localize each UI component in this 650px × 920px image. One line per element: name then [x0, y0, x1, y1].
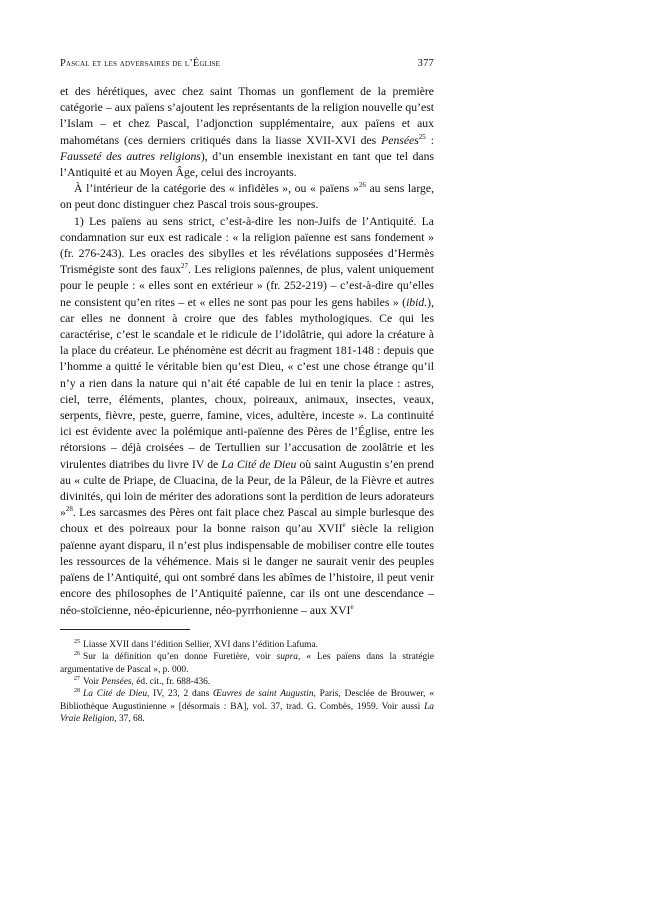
ibid-italic: ibid.	[406, 295, 428, 309]
footnote-italic: La Vraie Religion	[60, 701, 434, 725]
footnote-ref-27[interactable]: 27	[181, 262, 189, 271]
text-run: et des hérétiques, avec chez saint Thomas un gonflement de la première catégorie – aux païens s’ajoutent les représentants de la religion nouvelle qu’est l’Islam – et chez Pascal, l’adjonction supplémentaire, aux païens et aux mahométans (ces derniers critiqués dans la liasse XVII-XVI des	[60, 85, 434, 147]
title-cite-de-dieu: La Cité de Dieu	[221, 457, 297, 471]
liasse-title: Fausseté des autres religions	[60, 149, 201, 163]
footnote-number: 27	[74, 675, 80, 682]
century-superscript: e	[342, 521, 346, 530]
footnote-ref-25[interactable]: 25	[418, 132, 426, 141]
footnote-number: 26	[74, 650, 80, 657]
text-run: ), car elles ne donnent à croire que des fables mythologiques. Ce qui les caractérise, c’est le scandale et le ridicule de l’idolâtrie, qui adore la créature à la place du créateur. Le phénomène est décrit au fragment 181-148 : depuis que l’homme a quitté le véritable bien qu’est Dieu, « c’est une chose étrange qu’il n’y a rien dans la nature qui n’ait été capable de lui en tenir la place : astres, ciel, terre, éléments, plantes, choux, poireaux, animaux, insectes, veaux, serpents, fièvre, peste, guerre, famine, vices, adultère, inceste ». La continuité ici est évidente avec la polémique anti-païenne des Pères de l’Église, entre les rétorsions – déjà croisées – de Tertullien sur l’accusation de zoolâtrie et les virulentes diatribes du livre IV de	[60, 295, 434, 471]
footnote-number: 25	[74, 638, 80, 645]
footnote-text: Voir	[83, 676, 102, 687]
text-run: 1) Les païens au sens strict, c’est-à-dire les non-Juifs de l’Antiquité. La condamnation sur eux est radicale : « la religion païenne est sans fondement » (fr. 276-243). Les oracles des sibylles et les révélations supposées d’Hermès Trismégiste sont des faux	[60, 214, 434, 277]
book-page	[60, 58, 434, 726]
running-head	[60, 58, 434, 74]
text-run: ), d’un ensemble inexistant en tant que tel dans l’Antiquité et au Moyen Âge, celui des incroyants.	[60, 149, 434, 180]
footnotes	[60, 639, 434, 726]
text-run: au sens large, on peut donc distinguer chez Pascal trois sous-groupes.	[60, 182, 434, 212]
footnote-ref-28[interactable]: 28	[65, 505, 73, 514]
footnote-italic: Œuvres de saint Augustin	[213, 689, 314, 700]
paragraph-2	[60, 181, 434, 213]
footnote-italic: Pensées	[101, 676, 132, 687]
title-pensees: Pensées	[381, 133, 419, 147]
footnote-ref-26[interactable]: 26	[358, 181, 366, 190]
text-run: À l’intérieur de la catégorie des « infidèles », ou « païens »	[74, 182, 359, 196]
text-run: . Les religions païennes, de plus, valent uniquement pour le peuple : « elles sont en extérieur » (fr. 252-219) – c’est-à-dire qu’elles ne consistent qu’en rites – et « elles ne sont pas pour les gens habiles » (	[60, 263, 434, 309]
footnote-26	[60, 651, 434, 676]
text-run: où saint Augustin s’en prend au « culte de Priape, de Cluacina, de la Peur, de la Pâleur, de la Fièvre et autres divinités, qui loin de mériter des adorations sont la perdition de leurs adorateurs »	[60, 457, 434, 520]
footnote-separator	[60, 629, 190, 630]
text-run: . Les sarcasmes des Pères ont fait place chez Pascal au simple burlesque des choux et des poireaux pour la bonne raison qu’au XVII	[60, 506, 434, 536]
footnote-text: Sur la définition qu’en donne Furetière, voir	[83, 652, 277, 663]
paragraph-3	[60, 214, 434, 619]
footnote-italic: supra	[276, 652, 298, 663]
text-run: :	[425, 133, 435, 147]
footnote-text: , 37, 68.	[114, 714, 145, 725]
text-run: siècle la religion païenne ayant disparu, il n’est plus indispensable de mobiliser contre elle toutes les ressources de la véhémence. Mais si le danger ne saurait venir des peuples païens de l’Antiquité, qui ont sombré dans les abîmes de l’histoire, il peut venir encore des philosophes de l’Antiquité païenne, car ils ont une descendance – néo-stoïcienne, néo-épicurienne, néo-pyrrhonienne – aux XVI	[60, 522, 434, 617]
footnote-text: Liasse XVII dans l’édition Sellier, XVI dans l’édition Lafuma.	[83, 639, 318, 650]
page-number: 377	[417, 58, 434, 69]
footnote-text: , IV, 23, 2 dans	[147, 689, 214, 700]
body-text	[60, 84, 434, 619]
footnote-number: 28	[74, 688, 80, 695]
running-title: Pascal et les adversaires de l’Église	[60, 58, 221, 69]
century-superscript: e	[350, 602, 354, 611]
footnote-italic: La Cité de Dieu	[83, 689, 148, 700]
footnote-text: , éd. cit., fr. 688-436.	[131, 676, 211, 687]
footnote-27	[60, 676, 434, 688]
footnote-28	[60, 688, 434, 725]
footnote-25	[60, 639, 434, 651]
footnote-text: , « Les païens dans la stratégie argumentative de Pascal », p. 000.	[60, 652, 435, 675]
footnote-text: , Paris, Desclée de Brouwer, « Bibliothèque Augustinienne » [désormais : BA], vol. 37, trad. G. Combès, 1959. Voir aussi	[60, 689, 434, 712]
paragraph-1	[60, 84, 434, 181]
